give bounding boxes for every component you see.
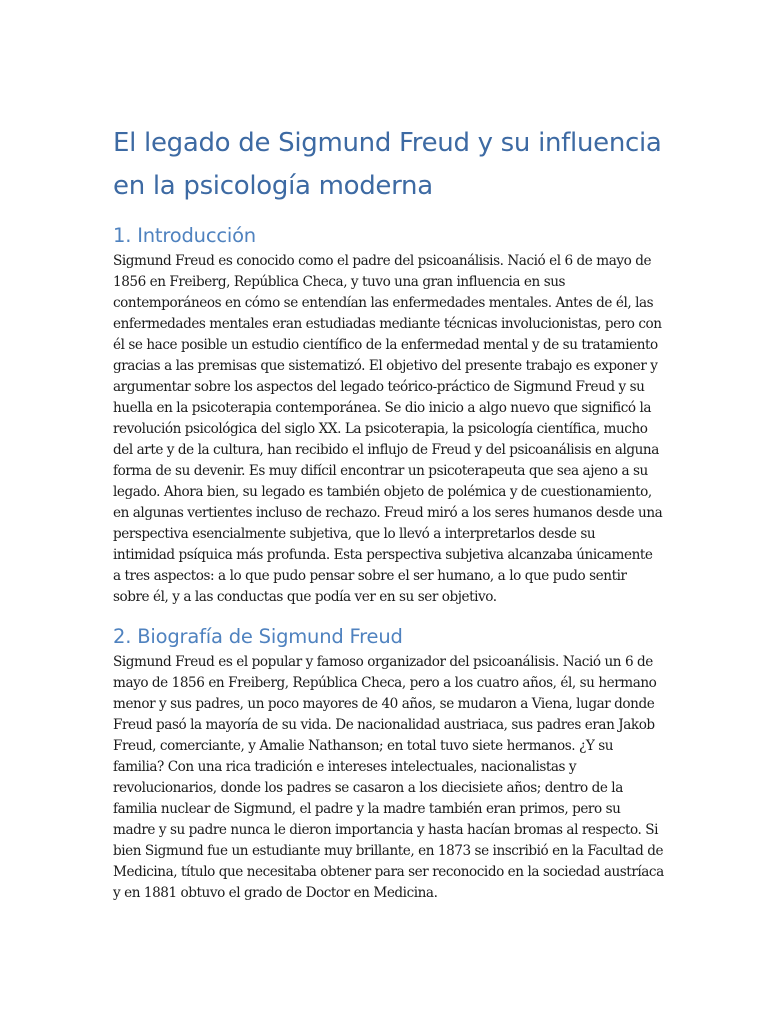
paragraph-line: 1856 en Freiberg, República Checa, y tuvo una gran influencia en sus xyxy=(113,274,566,290)
section-biografia xyxy=(113,622,664,904)
paragraph-line: en algunas vertientes incluso de rechazo. Freud miró a los seres humanos desde una xyxy=(113,505,663,521)
paragraph-line: huella en la psicoterapia contemporánea. Se dio inicio a algo nuevo que significó la xyxy=(113,400,652,416)
paragraph-line: a tres aspectos: a lo que pudo pensar sobre el ser humano, a lo que pudo sentir xyxy=(113,568,627,584)
paragraph-line: menor y sus padres, un poco mayores de 40 años, se mudaron a Viena, lugar donde xyxy=(113,696,655,712)
paragraph-line: mayo de 1856 en Freiberg, República Checa, pero a los cuatro años, él, su hermano xyxy=(113,675,657,691)
paragraph-line: intimidad psíquica más profunda. Esta perspectiva subjetiva alcanzaba únicamente xyxy=(113,547,653,563)
paragraph-line: argumentar sobre los aspectos del legado teórico-práctico de Sigmund Freud y su xyxy=(113,379,645,395)
document-title-line: El legado de Sigmund Freud y su influencia xyxy=(113,128,662,158)
paragraph-line: Medicina, título que necesitaba obtener para ser reconocido en la sociedad austríaca xyxy=(113,864,664,880)
paragraph-line: Freud pasó la mayoría de su vida. De nacionalidad austriaca, sus padres eran Jakob xyxy=(113,717,655,733)
paragraph-line: él se hace posible un estudio científico de la enfermedad mental y de su tratamiento xyxy=(113,337,658,353)
document-title xyxy=(113,122,662,208)
section-introduccion xyxy=(113,221,663,608)
paragraph-line: enfermedades mentales eran estudiadas mediante técnicas involucionistas, pero con xyxy=(113,316,662,332)
paragraph-line: familia nuclear de Sigmund, el padre y la madre también eran primos, pero su xyxy=(113,801,621,817)
paragraph-line: del arte y de la cultura, han recibido el influjo de Freud y del psicoanálisis en alguna xyxy=(113,442,659,458)
paragraph-line: forma de su devenir. Es muy difícil encontrar un psicoterapeuta que sea ajeno a su xyxy=(113,463,648,479)
document-title-line: en la psicología moderna xyxy=(113,171,433,201)
section-paragraph xyxy=(113,251,663,608)
paragraph-line: bien Sigmund fue un estudiante muy brillante, en 1873 se inscribió en la Facultad de xyxy=(113,843,664,859)
paragraph-line: contemporáneos en cómo se entendían las enfermedades mentales. Antes de él, las xyxy=(113,295,654,311)
paragraph-line: perspectiva esencialmente subjetiva, que lo llevó a interpretarlos desde su xyxy=(113,526,596,542)
paragraph-line: Sigmund Freud es el popular y famoso organizador del psicoanálisis. Nació un 6 de xyxy=(113,654,653,670)
section-paragraph xyxy=(113,652,664,904)
paragraph-line: y en 1881 obtuvo el grado de Doctor en Medicina. xyxy=(113,885,438,901)
paragraph-line: legado. Ahora bien, su legado es también objeto de polémica y de cuestionamiento, xyxy=(113,484,652,500)
paragraph-line: sobre él, y a las conductas que podía ver en su ser objetivo. xyxy=(113,589,497,605)
section-heading: 1. Introducción xyxy=(113,224,256,247)
paragraph-line: Sigmund Freud es conocido como el padre del psicoanálisis. Nació el 6 de mayo de xyxy=(113,253,652,269)
paragraph-line: Freud, comerciante, y Amalie Nathanson; en total tuvo siete hermanos. ¿Y su xyxy=(113,738,614,754)
paragraph-line: revolucionarios, donde los padres se casaron a los diecisiete años; dentro de la xyxy=(113,780,623,796)
paragraph-line: madre y su padre nunca le dieron importancia y hasta hacían bromas al respecto. Si xyxy=(113,822,659,838)
section-heading: 2. Biografía de Sigmund Freud xyxy=(113,625,403,648)
paragraph-line: familia? Con una rica tradición e intereses intelectuales, nacionalistas y xyxy=(113,759,577,775)
paragraph-line: revolución psicológica del siglo XX. La psicoterapia, la psicología científica, mucho xyxy=(113,421,648,437)
document-body xyxy=(113,122,664,904)
paragraph-line: gracias a las premisas que sistematizó. El objetivo del presente trabajo es exponer y xyxy=(113,358,658,374)
